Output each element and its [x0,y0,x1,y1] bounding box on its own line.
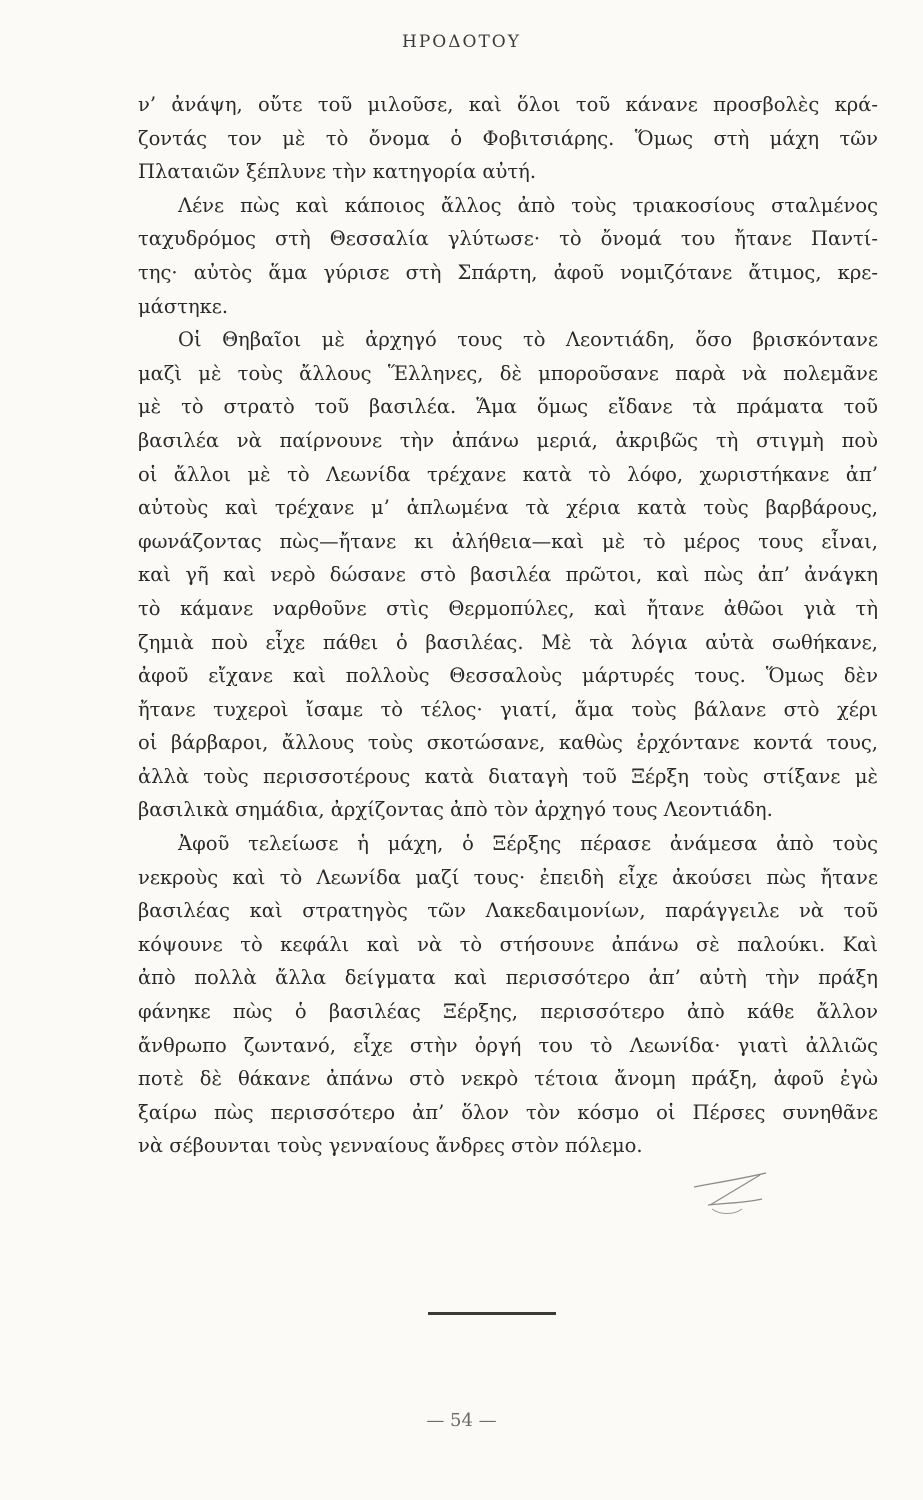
end-rule [428,1312,556,1315]
text-line: ἀλλὰ τοὺς περισσοτέρους κατὰ διαταγὴ τοῦ Ξέρξη τοὺς στίξανε μὲ [138,764,878,788]
text-line: φάνηκε πὼς ὁ βασιλέας Ξέρξης, περισσότερο ἀπὸ κάθε ἄλλον [138,1000,878,1024]
text-line: Οἱ Θηβαῖοι μὲ ἀρχηγό τους τὸ Λεοντιάδη, ὅσο βρισκόντανε [178,328,878,352]
text-line: ἀφοῦ εἴχανε καὶ πολλοὺς Θεσσαλοὺς μάρτυρές τους. Ὅμως δὲν [138,664,878,688]
text-line: νὰ σέβουνται τοὺς γενναίους ἄνδρες στὸν πόλεμο. [138,1134,643,1158]
page-number: — 54 — [426,1410,497,1431]
text-line: ζημιὰ ποὺ εἶχε πάθει ὁ βασιλέας. Μὲ τὰ λόγια αὐτὰ σωθήκανε, [138,630,878,654]
text-line: ταχυδρόμος στὴ Θεσσαλία γλύτωσε· τὸ ὄνομά του ἤτανε Παντί- [138,227,878,251]
text-line: οἱ βάρβαροι, ἄλλους τοὺς σκοτώσανε, καθὼς ἐρχόντανε κοντά τους, [138,731,878,755]
text-line: ἤτανε τυχεροὶ ἴσαμε τὸ τέλος· γιατί, ἅμα τοὺς βάλανε στὸ χέρι [138,697,878,721]
text-line: Πλαταιῶν ξέπλυνε τὴν κατηγορία αὐτή. [138,160,537,184]
text-line: τὸ κάμανε ναρθοῦνε στὶς Θερμοπύλες, καὶ ἤτανε ἀθῶοι γιὰ τὴ [138,596,878,620]
text-line: Ἀφοῦ τελείωσε ἡ μάχη, ὁ Ξέρξης πέρασε ἀνάμεσα ἀπὸ τοὺς [178,832,878,856]
text-line: ἄνθρωπο ζωντανό, εἶχε στὴν ὀργή του τὸ Λεωνίδα· γιατὶ ἀλλιῶς [138,1033,878,1057]
text-line: Λένε πὼς καὶ κάποιος ἄλλος ἀπὸ τοὺς τριακοσίους σταλμένος [178,193,878,217]
text-line: ξαίρω πὼς περισσότερο ἀπ’ ὅλον τὸν κόσμο οἱ Πέρσες συνηθᾶνε [138,1100,878,1124]
text-line: ἀπὸ πολλὰ ἄλλα δείγματα καὶ περισσότερο ἀπ’ αὐτὴ τὴν πράξη [138,966,878,990]
text-line: ν’ ἀνάψη, οὔτε τοῦ μιλοῦσε, καὶ ὅλοι τοῦ κάνανε προσβολὲς κρά- [138,93,878,116]
text-line: μαζὶ μὲ τοὺς ἄλλους Ἕλληνες, δὲ μποροῦσανε παρὰ νὰ πολεμᾶνε [138,361,878,385]
text-line: της· αὐτὸς ἅμα γύρισε στὴ Σπάρτη, ἀφοῦ νομιζότανε ἄτιμος, κρε- [138,260,878,284]
text-line: βασιλέα νὰ παίρνουνε τὴν ἀπάνω μεριά, ἀκριβῶς τὴ στιγμὴ ποὺ [138,428,878,452]
text-line: μὲ τὸ στρατὸ τοῦ βασιλέα. Ἅμα ὅμως εἴδανε τὰ πράματα τοῦ [138,395,878,419]
body-text [138,88,878,1163]
text-line: αὐτοὺς καὶ τρέχανε μ’ ἁπλωμένα τὰ χέρια κατὰ τοὺς βαρβάρους, [138,496,878,520]
text-line: βασιλέας καὶ στρατηγὸς τῶν Λακεδαιμονίων, παράγγειλε νὰ τοῦ [138,899,878,923]
text-line: ποτὲ δὲ θάκανε ἀπάνω στὸ νεκρὸ τέτοια ἄνομη πράξη, ἀφοῦ ἐγὼ [138,1067,878,1091]
text-line: βασιλικὰ σημάδια, ἀρχίζοντας ἀπὸ τὸν ἀρχηγό τους Λεοντιάδη. [138,798,773,822]
text-line: νεκροὺς καὶ τὸ Λεωνίδα μαζί τους· ἐπειδὴ εἶχε ἀκούσει πὼς ἤτανε [138,865,878,889]
text-line: οἱ ἄλλοι μὲ τὸ Λεωνίδα τρέχανε κατὰ τὸ λόφο, χωριστήκανε ἀπ’ [138,462,878,486]
text-line: φωνάζοντας πὼς—ἤτανε κι ἀλήθεια—καὶ μὲ τὸ μέρος τους εἶναι, [138,529,878,553]
running-header: ΗΡΟΔΟΤΟΥ [402,32,521,52]
text-line: καὶ γῆ καὶ νερὸ δώσανε στὸ βασιλέα πρῶτοι, καὶ πὼς ἀπ’ ἀνάγκη [138,563,878,587]
text-line: μάστηκε. [138,294,229,318]
text-line: κόψουνε τὸ κεφάλι καὶ νὰ τὸ στήσουνε ἀπάνω σὲ παλούκι. Καὶ [138,932,878,956]
text-line: ζοντάς τον μὲ τὸ ὄνομα ὁ Φοβιτσιάρης. Ὅμως στὴ μάχη τῶν [138,126,878,150]
pencil-mark-icon [690,1165,770,1225]
